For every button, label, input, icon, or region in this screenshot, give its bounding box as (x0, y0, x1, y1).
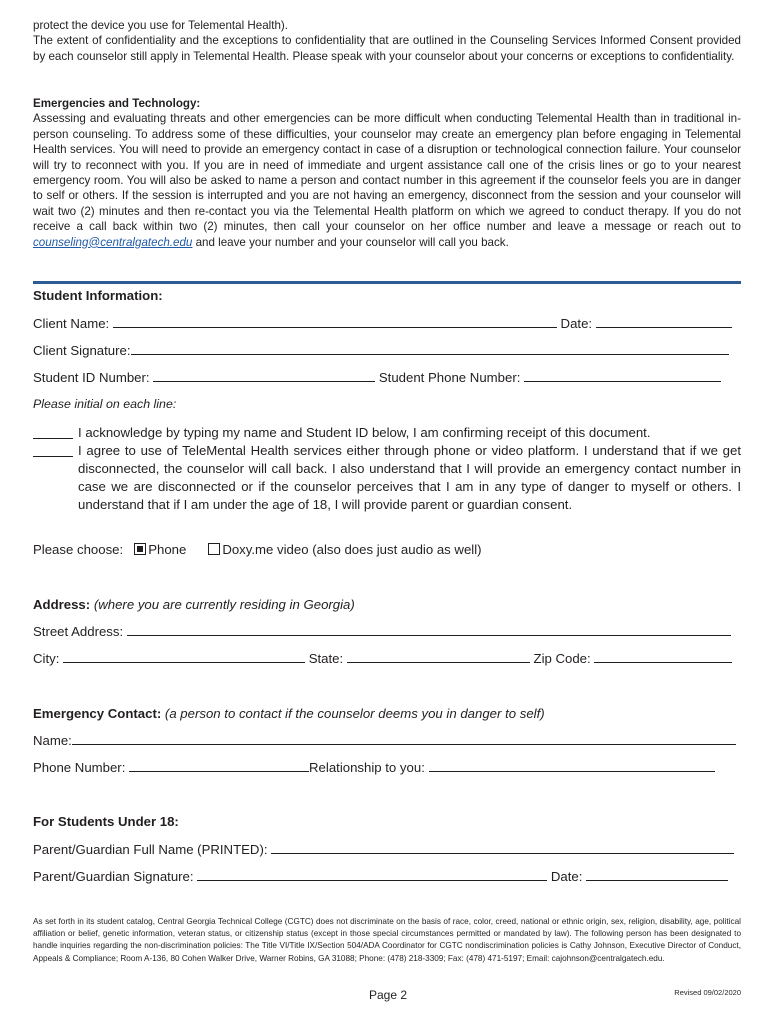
emergencies-heading: Emergencies and Technology: (33, 97, 201, 110)
contact-name-label: Name: (33, 733, 72, 748)
ack-row-receipt (33, 424, 741, 442)
relationship-field[interactable] (429, 759, 715, 772)
contact-phone-label: Phone Number: (33, 760, 130, 775)
emergencies-text: Assessing and evaluating threats and other emergencies can be more difficult when conducting Telemental Health than in traditional in-person counseling. To address some of these difficulties, your counselor may create an emergency plan before engaging in Telemental Health services. You will need to provide an emergency contact in case of a disruption or technological connection failure. Your counselor will try to reconnect with you. If you are in need of immediate and urgent assistance call one of the crisis lines or go to your nearest emergency room. You will also be asked to name a person and contact number in this agreement if the counselor feels you are in danger to self or others. If the session is interrupted and you are not having an emergency, disconnect from the session and your counselor will wait two (2) minutes and then re-contact you via the Telemental Health platform on which we agreed to conduct therapy. If you do not receive a call back within two (2) minutes, then call your counselor on her office number and leave a message or reach out to (33, 112, 741, 234)
address-note: (where you are currently residing in Georgia) (93, 597, 355, 612)
contact-phone-field[interactable] (129, 759, 309, 772)
student-phone-field[interactable] (524, 369, 721, 382)
student-id-field[interactable] (153, 369, 375, 382)
under18-title: For Students Under 18: (33, 814, 179, 829)
client-name-field[interactable] (113, 315, 557, 328)
city-label: City: (33, 651, 64, 666)
guardian-name-label: Parent/Guardian Full Name (PRINTED): (33, 842, 272, 857)
video-option-label: Doxy.me video (also does just audio as well) (222, 542, 482, 557)
guardian-date-field[interactable] (586, 868, 728, 881)
address-title (33, 597, 355, 612)
emergencies-section (33, 96, 741, 250)
guardian-date-label: Date: (547, 869, 587, 884)
relationship-label: Relationship to you: (309, 760, 429, 775)
street-field[interactable] (127, 623, 731, 636)
emergency-contact-title (33, 706, 545, 721)
student-id-row (33, 369, 741, 387)
guardian-signature-label: Parent/Guardian Signature: (33, 869, 198, 884)
student-id-label: Student ID Number: (33, 370, 154, 385)
street-row (33, 623, 741, 641)
guardian-signature-row (33, 868, 741, 886)
ack-row-consent (33, 442, 741, 514)
guardian-signature-field[interactable] (197, 868, 547, 881)
confidentiality-text: The extent of confidentiality and the exceptions to confidentiality that are outlined in the Counseling Services Informed Consent provided by each counselor still apply in Telemental Health. Please speak with your counselor about your concerns or exceptions to confidentiality. (33, 34, 741, 63)
emergency-contact-heading: Emergency Contact: (33, 706, 162, 721)
date-field[interactable] (596, 315, 732, 328)
address-heading: Address: (33, 597, 91, 612)
choose-row (33, 542, 741, 560)
guardian-name-field[interactable] (271, 841, 734, 854)
state-label: State: (305, 651, 347, 666)
client-signature-field[interactable] (131, 342, 729, 355)
section-divider (33, 281, 741, 284)
zip-field[interactable] (594, 650, 732, 663)
city-row (33, 650, 741, 668)
date-label: Date: (556, 316, 596, 331)
guardian-name-row (33, 841, 741, 859)
ack-initial-field[interactable] (33, 424, 73, 439)
client-signature-row (33, 342, 741, 360)
counseling-email-link[interactable]: counseling@centralgatech.edu (33, 235, 193, 249)
client-signature-label: Client Signature: (33, 343, 131, 358)
contact-phone-row (33, 759, 741, 777)
revised-date: Revised 09/02/2020 (674, 988, 741, 997)
acknowledgements (33, 424, 741, 514)
city-field[interactable] (63, 650, 305, 663)
choose-label: Please choose: (33, 542, 124, 557)
emergencies-text-end: and leave your number and your counselor will call you back. (192, 235, 509, 249)
zip-label: Zip Code: (529, 651, 595, 666)
client-name-label: Client Name: (33, 316, 113, 331)
nondiscrimination-notice: As set forth in its student catalog, Central Georgia Technical College (CGTC) does not discriminate on the basis of race, color, creed, national or ethnic origin, sex, religion, disability, age, political affiliation or belief, genetic information, veteran status, or citizenship status (except in those special circumstances permitted or mandated by law). The following person has been designated to handle inquiries regarding the non-discrimination policies: The Title VI/Title IX/Section 504/ADA Coordinator for CGTC nondiscrimination policies is Cathy Johnson, Executive Director of Conduct, Appeals & Compliance; Room A-136, 80 Cohen Walker Drive, Warner Robins, GA 31088; Phone: (478) 218-3309; Fax: (478) 471-5197; Email: cajohnson@centralgatech.edu. (33, 917, 741, 963)
confidentiality-paragraph (33, 18, 741, 64)
state-field[interactable] (347, 650, 530, 663)
video-checkbox[interactable] (208, 543, 220, 555)
phone-option-label: Phone (148, 542, 187, 557)
consent-initial-field[interactable] (33, 442, 73, 457)
consent-text: I agree to use of TeleMental Health services either through phone or video platform. I understand that if we get disconnected, the counselor will call back. I also understand that I will provide an emergency contact number in case we are disconnected or if the counselor perceives that I am in any type of danger to myself or others. I understand that if I am under the age of 18, I will provide parent or guardian consent. (78, 443, 741, 512)
page-number: Page 2 (369, 988, 408, 1002)
street-label: Street Address: (33, 624, 127, 639)
emergency-contact-note: (a person to contact if the counselor deems you in danger to self) (164, 706, 545, 721)
contact-name-row (33, 732, 741, 750)
client-name-row (33, 315, 741, 333)
phone-checkbox[interactable] (134, 543, 146, 555)
student-phone-label: Student Phone Number: (375, 370, 525, 385)
ack-receipt-text: I acknowledge by typing my name and Student ID below, I am confirming receipt of this document. (78, 425, 651, 440)
initial-note: Please initial on each line: (33, 397, 177, 411)
contact-name-field[interactable] (72, 732, 736, 745)
intro-line: protect the device you use for Telemental Health). (33, 19, 288, 32)
student-info-title: Student Information: (33, 288, 163, 303)
